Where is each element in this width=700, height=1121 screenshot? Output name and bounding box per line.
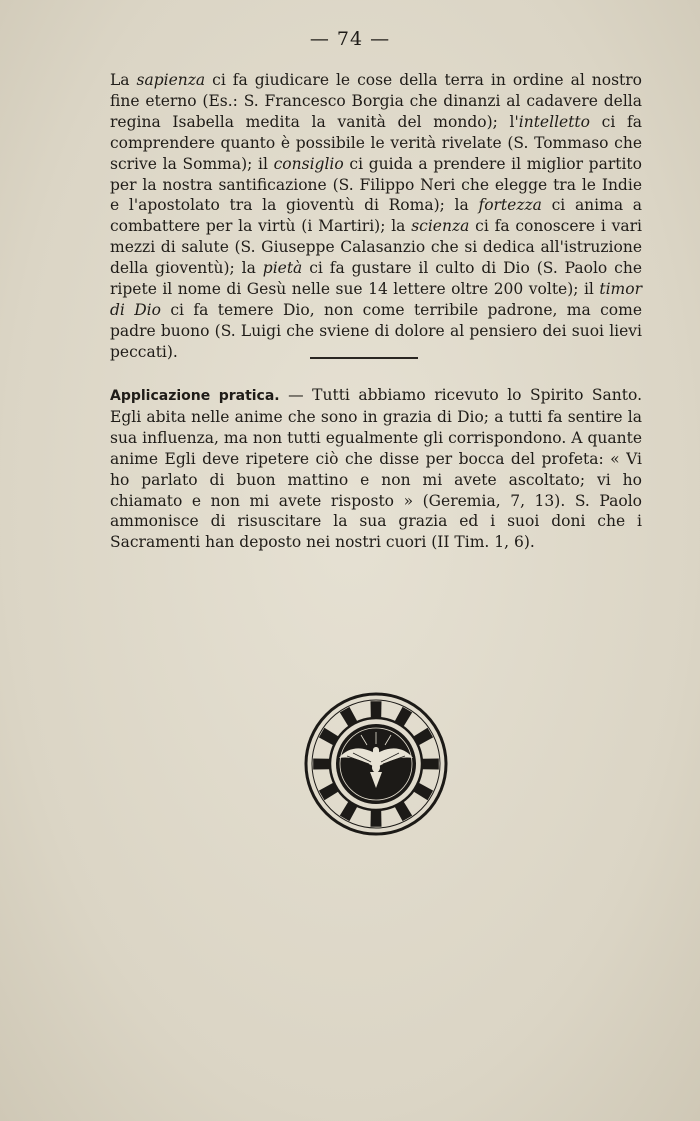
paragraph-gifts: [110, 70, 642, 363]
emblem-ray: [371, 701, 382, 717]
gift-term: pietà: [262, 259, 303, 278]
paragraph-text: ci fa comprendere quanto è possibile le verità rivelate (S. Tommaso che scrive la Somma); il: [110, 112, 642, 173]
gift-term: timor di Dio: [110, 280, 642, 319]
paragraph-text: La: [110, 71, 137, 89]
paragraph-text: ci fa conoscere i vari mezzi di salute (S. Giuseppe Calasanzio che si dedica all'istruzione della gioventù); la: [110, 217, 642, 278]
holy-spirit-dove-icon: [303, 688, 449, 840]
gift-term: scienza: [411, 217, 470, 236]
emblem-ray: [313, 759, 329, 770]
paragraph-practical-application: [110, 385, 642, 553]
gift-term: sapienza: [136, 71, 206, 89]
paragraph-text: ci anima a combattere per la virtù (i Martiri); la: [110, 196, 642, 236]
page-number: — 74 —: [309, 28, 391, 50]
emblem-ray: [423, 759, 439, 770]
paragraph-text: ci fa temere Dio, non come terribile padrone, ma come padre buono (S. Luigi che sviene di dolore al pensiero dei suoi lievi peccati).: [110, 300, 642, 361]
section-divider: [310, 357, 418, 359]
emblem-ray: [371, 811, 382, 827]
paragraph-text: ci fa giudicare le cose della terra in ordine al nostro fine eterno (Es.: S. Francesco Borgia che dinanzi al cadavere della regina Isabella medita la vanità del mondo); l': [110, 71, 642, 131]
paragraph-text: ci guida a prendere il miglior partito per la nostra santificazione (S. Filippo Neri che elegge tra le Indie e l'apostolato tra la gioventù di Roma); la: [110, 154, 642, 215]
section-heading: Applicazione pratica.: [110, 388, 280, 404]
paragraph-text: — Tutti abbiamo ricevuto lo Spirito Santo. Egli abita nelle anime che sono in grazia di Dio; a tutti fa sentire la sua influenza, ma non tutti egualmente gli corrispondono. A quante anime Egli deve ripetere ciò che disse per bocca del profeta: « Vi ho parlato di buon mattino e non mi avete ascoltato; vi ho chiamato e non mi avete risposto » (Geremia, 7, 13). S. Paolo ammonisce di risuscitare la sua grazia ed i suoi doni che i Sacramenti han deposto nei nostri cuori (II Tim. 1, 6).: [110, 386, 642, 552]
gift-term: fortezza: [478, 196, 542, 215]
gift-term: intelletto: [518, 112, 590, 131]
paragraph-text: ci fa gustare il culto di Dio (S. Paolo che ripete il nome di Gesù nelle sue 14 lettere oltre 200 volte); il: [110, 259, 642, 299]
gift-term: consiglio: [273, 154, 344, 173]
